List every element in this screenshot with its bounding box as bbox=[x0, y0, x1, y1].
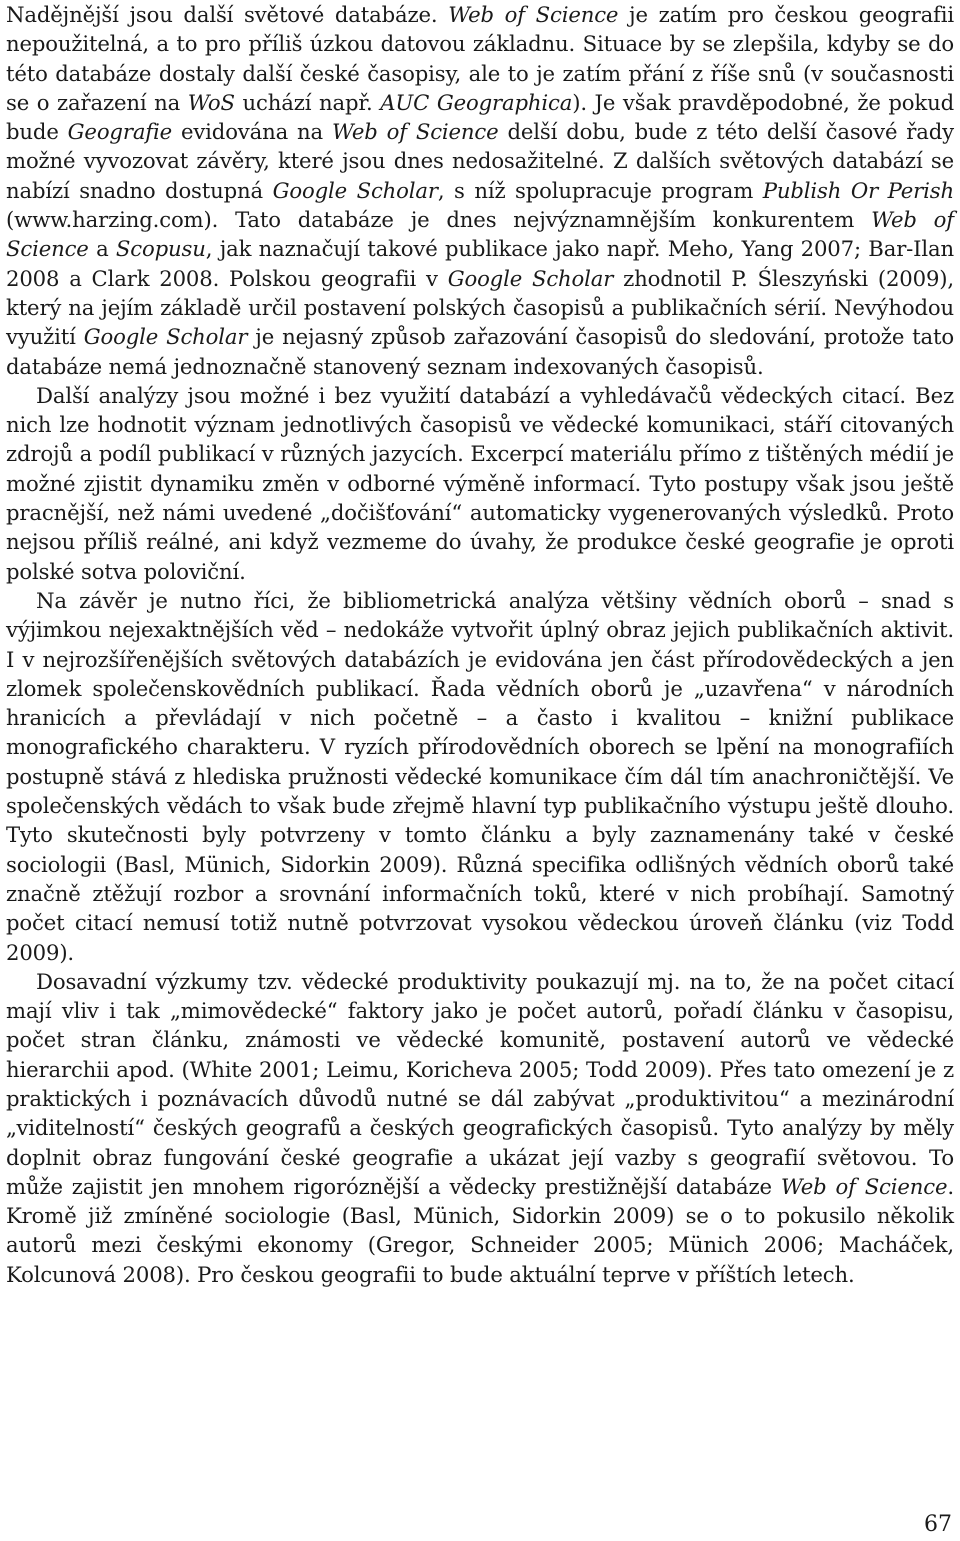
text-run: . Kromě již zmíněné sociologie (Basl, Münich, Sidorkin 2009) se o to pokusilo několik autorů mezi českými ekonomy (Gregor, Schneider 2005; Münich 2006; Macháček, Kolcunová 2008). Pro českou geografii to bude aktuální teprve v příštích letech. bbox=[6, 1173, 954, 1287]
text-run: je nejasný způsob zařazování časopisů do sledování, protože tato databáze nemá jednoznačně stanovený seznam indexovaných časopisů. bbox=[6, 324, 954, 379]
paragraph-4 bbox=[6, 967, 954, 1289]
text-run: Na závěr je nutno říci, že bibliometrická analýza většiny vědních oborů – snad s výjimkou nejexaktnějších věd – nedokáže vytvořit úplný obraz jejich publikačních aktivit. I v nejrozšířenějších světových databázích je evidována jen část přírodovědeckých a jen zlomek společenskovědních publikací. Řada vědních oborů je „uzavřena“ v národních hranicích a převládají v nich početně – a často i kvalitou – knižní publikace monografického charakteru. V ryzích přírodovědních oborech se lpění na monografiích postupně stává z hlediska pružnosti vědecké komunikace čím dál tím anachroničtější. Ve společenských vědách to však bude zřejmě hlavní typ publikačního výstupu ještě dlouho. Tyto skutečnosti byly potvrzeny v tomto článku a byly zaznamenány také v české sociologii (Basl, Münich, Sidorkin 2009). Různá specifika odlišných vědních oborů také značně ztěžují rozbor a srovnání informačních toků, které v nich probíhají. Samotný počet citací nemusí totiž nutně potvrzovat vysokou vědeckou úroveň článku (viz Todd 2009). bbox=[6, 587, 954, 965]
italic-text-run: Google Scholar bbox=[272, 177, 438, 203]
italic-text-run: Web of Science bbox=[780, 1173, 948, 1199]
paragraph-1 bbox=[6, 0, 954, 381]
text-run: uchází např. bbox=[234, 89, 381, 115]
text-run: , jak naznačují takové publikace jako např. Meho, Yang 2007; Bar-Ilan 2008 a Clark 2008. Polskou geografii v bbox=[6, 236, 955, 291]
text-run: , s níž spolupracuje program bbox=[437, 177, 763, 203]
text-run: delší dobu, bude z této delší časové řady možné vyvozovat závěry, které jsou dnes nedosažitelné. Z dalších světových databází se nabízí snadno dostupná bbox=[6, 119, 954, 203]
italic-text-run: Web of Science bbox=[331, 119, 499, 145]
document-page bbox=[6, 0, 954, 1289]
italic-text-run: WoS bbox=[187, 89, 235, 115]
text-run: ). Je však pravděpodobné, že pokud bude bbox=[6, 89, 954, 145]
italic-text-run: Google Scholar bbox=[83, 324, 248, 350]
text-run: (www.​harzing.com). Tato databáze je dnes nejvýznamnějším konkurentem bbox=[6, 207, 872, 233]
italic-text-run: Publish Or Perish bbox=[762, 177, 954, 203]
text-run: zhodnotil P. Śleszyński (2009), který na jejím základě určil postavení polských časopisů a publikačních sérií. Nevýhodou využití bbox=[6, 265, 954, 350]
paragraph-2 bbox=[6, 381, 954, 586]
text-run: a bbox=[88, 236, 116, 262]
italic-text-run: Scopusu bbox=[115, 236, 206, 262]
text-run: je zatím pro českou geografii nepoužitelná, a to pro příliš úzkou datovou základnu. Situace by se zlepšila, kdyby se do této databáze dostaly další české časopisy, ale to je zatím přání z říše snů (v současnosti se o zařazení na bbox=[6, 2, 954, 115]
italic-text-run: Web of Science bbox=[6, 207, 954, 262]
text-run: Dosavadní výzkumy tzv. vědecké produktivity poukazují mj. na to, že na počet citací mají vliv i tak „mimovědecké“ faktory jako je počet autorů, pořadí článku v časopisu, počet stran článku, známosti ve vědecké komunitě, postavení autorů ve vědecké hierarchii apod. (White 2001; Leimu, Koricheva 2005; Todd 2009). Přes tato omezení je z praktických i poznávacích důvodů nutné se dál zabývat „produktivitou“ a mezinárodní „viditelností“ českých geografů a českých geografických časopisů. Tyto analýzy by měly doplnit obraz fungování české geografie a ukázat její vazby s geografií světovou. To může zajistit jen mnohem rigoróznější a vědecky prestižnější databáze bbox=[6, 968, 954, 1199]
italic-text-run: Geografie bbox=[67, 119, 173, 145]
italic-text-run: AUC Geographica bbox=[380, 89, 573, 115]
text-run: Další analýzy jsou možné i bez využití databází a vyhledávačů vědeckých citací. Bez nich lze hodnotit význam jednotlivých časopisů ve vědecké komunikaci, stáří citovaných zdrojů a podíl publikací v různých jazycích. Excerpcí materiálu přímo z tištěných médií je možné zjistit dynamiku změn v odborné výměně informací. Tyto postupy však jsou ještě pracnější, než námi uvedené „dočišťování“ automaticky vygenerovaných výsledků. Proto nejsou příliš reálné, ani když vezmeme do úvahy, že produkce české geografie je oproti polské sotva poloviční. bbox=[6, 382, 954, 584]
text-run: evidována na bbox=[172, 119, 332, 145]
italic-text-run: Google Scholar bbox=[447, 265, 614, 291]
paragraph-3 bbox=[6, 586, 954, 967]
page-number: 67 bbox=[924, 1512, 952, 1537]
italic-text-run: Web of Science bbox=[448, 2, 619, 27]
text-run: Nadějnější jsou další světové databáze. bbox=[6, 2, 449, 27]
